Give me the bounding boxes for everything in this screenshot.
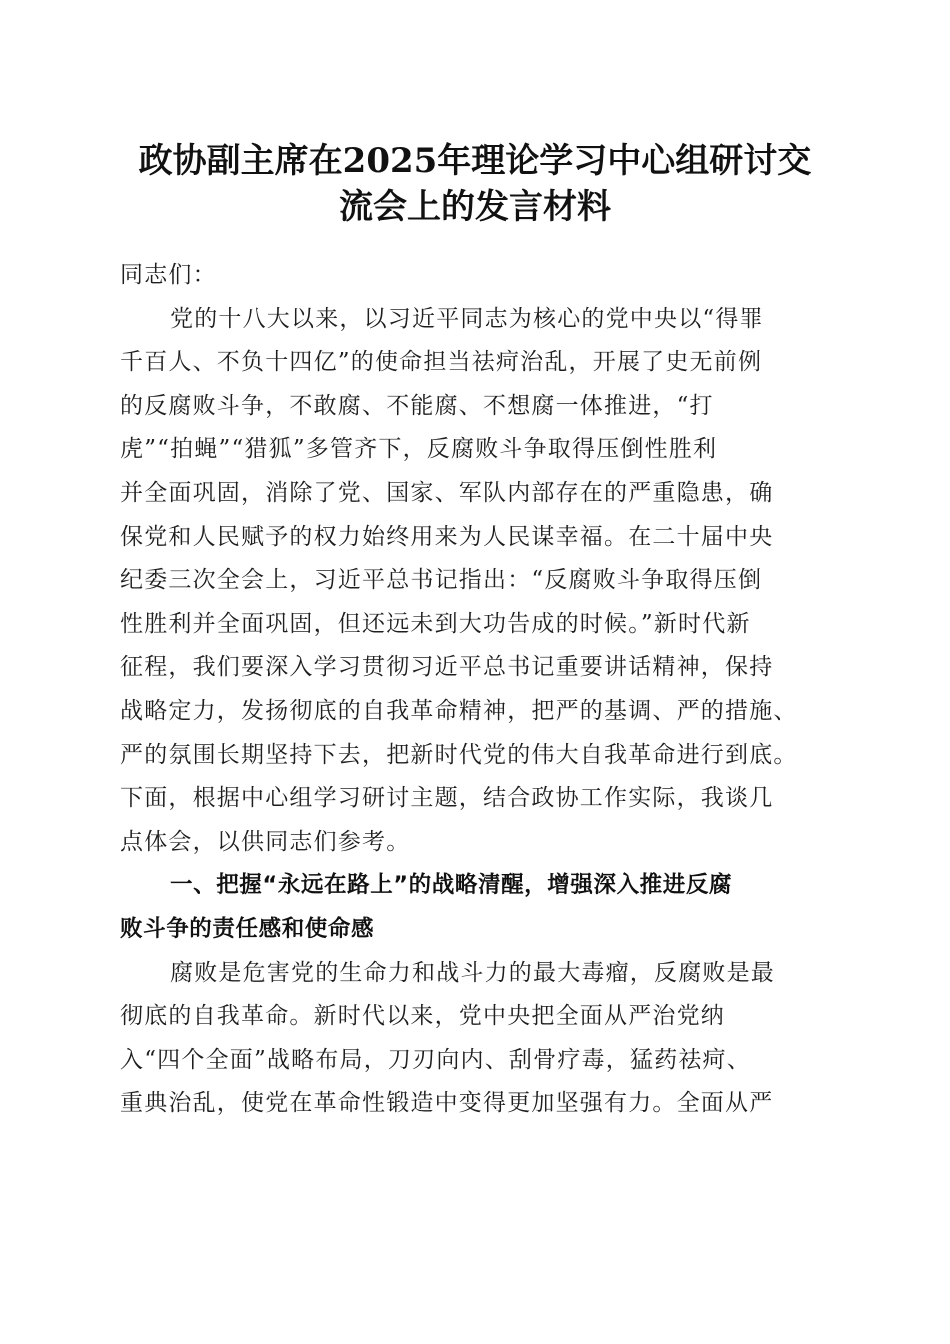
paragraph-2 (120, 952, 825, 1126)
paragraph-line: 并全面巩固，消除了党、国家、军队内部存在的严重隐患，确 (120, 479, 774, 506)
heading-line: 一、把握“永远在路上”的战略清醒，增强深入推进反腐 (170, 872, 733, 899)
paragraph-line: 战略定力，发扬彻底的自我革命精神，把严的基调、严的措施、 (120, 697, 798, 724)
paragraph-line: 入“四个全面”战略布局，刀刃向内、刮骨疗毒，猛药祛疴、 (120, 1046, 751, 1073)
paragraph-1 (120, 298, 825, 865)
salutation: 同志们： (120, 262, 217, 288)
paragraph-line: 纪委三次全会上，习近平总书记指出：“反腐败斗争取得压倒 (120, 567, 763, 594)
paragraph-line: 严的氛围长期坚持下去，把新时代党的伟大自我革命进行到底。 (120, 741, 798, 768)
paragraph-line: 党的十八大以来，以习近平同志为核心的党中央以“得罪 (170, 305, 764, 332)
paragraph-line: 的反腐败斗争，不敢腐、不能腐、不想腐一体推进，“打 (120, 392, 714, 419)
paragraph-line: 千百人、不负十四亿”的使命担当祛疴治乱，开展了史无前例 (120, 349, 763, 376)
paragraph-line: 虎”“拍蝇”“猎狐”多管齐下，反腐败斗争取得压倒性胜利 (120, 436, 718, 463)
paragraph-line: 重典治乱，使党在革命性锻造中变得更加坚强有力。全面从严 (120, 1090, 774, 1117)
paragraph-line: 腐败是危害党的生命力和战斗力的最大毒瘤，反腐败是最 (170, 959, 775, 986)
title-line: 流会上的发言材料 (339, 187, 611, 227)
paragraph-line: 保党和人民赋予的权力始终用来为人民谋幸福。在二十届中央 (120, 523, 774, 550)
document-title (100, 138, 850, 230)
paragraph-line: 下面，根据中心组学习研讨主题，结合政协工作实际，我谈几 (120, 785, 774, 812)
paragraph-line: 点体会，以供同志们参考。 (120, 828, 411, 855)
title-line: 政协副主席在2025年理论学习中心组研讨交 (138, 141, 812, 181)
heading-line: 败斗争的责任感和使命感 (120, 915, 375, 942)
section-heading-1 (120, 864, 825, 951)
paragraph-line: 征程，我们要深入学习贯彻习近平总书记重要讲话精神，保持 (120, 654, 774, 681)
paragraph-line: 性胜利并全面巩固，但还远未到大功告成的时候。”新时代新 (120, 610, 751, 637)
document-body (120, 254, 825, 1126)
paragraph-line: 彻底的自我革命。新时代以来，党中央把全面从严治党纳 (120, 1003, 725, 1030)
